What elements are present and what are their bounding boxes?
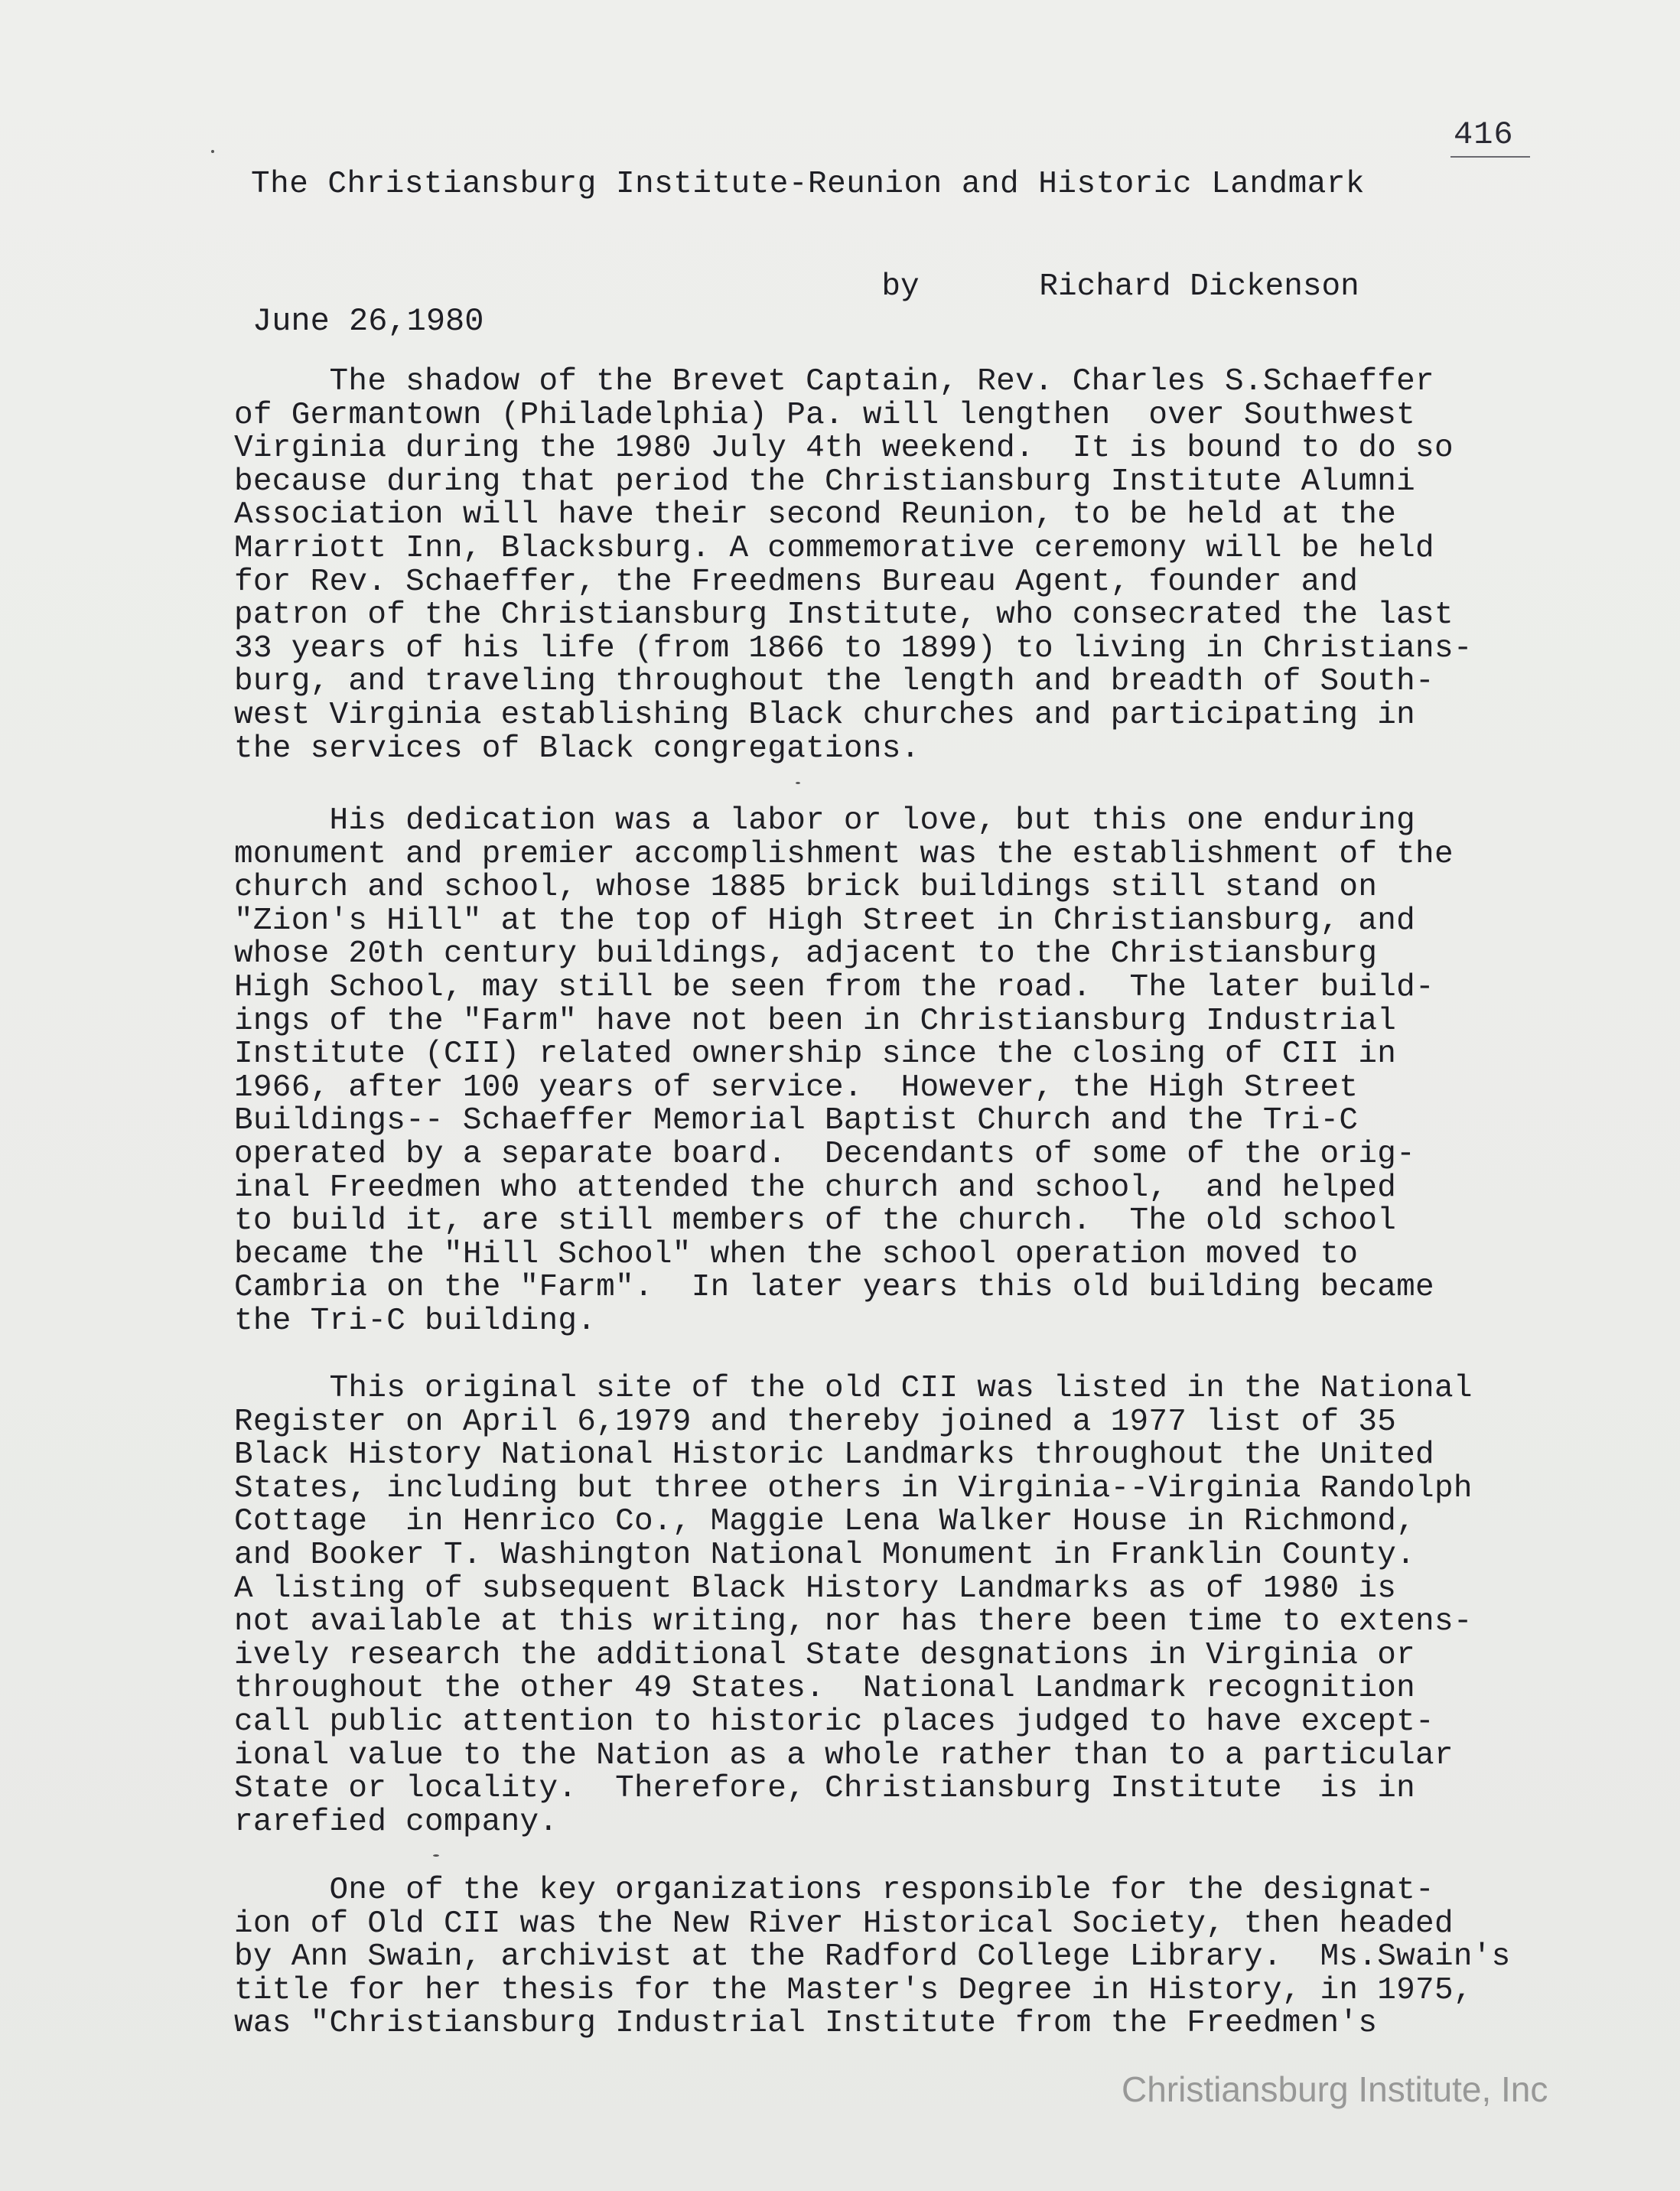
text-line: of Germantown (Philadelphia) Pa. will lengthen over Southwest: [234, 397, 1416, 433]
text-line: and Booker T. Washington National Monument in Franklin County.: [234, 1537, 1416, 1573]
text-line: ings of the "Farm" have not been in Christiansburg Industrial: [234, 1003, 1397, 1039]
text-line: the Tri-C building.: [234, 1303, 597, 1339]
byline-author: Richard Dickenson: [1039, 269, 1359, 304]
text-line: Cambria on the "Farm". In later years this old building became: [234, 1270, 1434, 1306]
text-line: Institute (CII) related ownership since the closing of CII in: [234, 1037, 1397, 1073]
text-line: ion of Old CII was the New River Historical Society, then headed: [234, 1906, 1454, 1942]
byline-by: by: [881, 269, 920, 304]
paragraph-3: [234, 1372, 1473, 1839]
text-line: not available at this writing, nor has there been time to extens-: [234, 1604, 1473, 1640]
text-line: The shadow of the Brevet Captain, Rev. Charles S.Schaeffer: [234, 364, 1434, 399]
text-line: ional value to the Nation as a whole rather than to a particular: [234, 1737, 1454, 1773]
text-line: State or locality. Therefore, Christiansburg Institute is in: [234, 1771, 1416, 1807]
text-line: was "Christiansburg Industrial Institute from the Freedmen's: [234, 2006, 1378, 2042]
text-line: inal Freedmen who attended the church and school, and helped: [234, 1170, 1397, 1206]
text-line: church and school, whose 1885 brick buildings still stand on: [234, 870, 1378, 906]
document-date: June 26,1980: [252, 303, 484, 340]
paper-speck: [796, 782, 800, 784]
paragraph-4: [234, 1874, 1511, 2041]
byline: [806, 234, 1359, 340]
text-line: High School, may still be seen from the road. The later build-: [234, 969, 1434, 1005]
text-line: the services of Black congregations.: [234, 731, 920, 767]
text-line: Marriott Inn, Blacksburg. A commemorative ceremony will be held: [234, 530, 1434, 566]
text-line: rarefied company.: [234, 1804, 558, 1840]
text-line: Cottage in Henrico Co., Maggie Lena Walker House in Richmond,: [234, 1504, 1416, 1540]
text-line: Register on April 6,1979 and thereby joined a 1977 list of 35: [234, 1404, 1397, 1440]
paragraph-1: [234, 366, 1473, 766]
text-line: ively research the additional State desgnations in Virginia or: [234, 1637, 1416, 1673]
text-line: patron of the Christiansburg Institute, who consecrated the last: [234, 597, 1454, 633]
text-line: Buildings-- Schaeffer Memorial Baptist Church and the Tri-C: [234, 1103, 1359, 1139]
text-line: throughout the other 49 States. National Landmark recognition: [234, 1671, 1416, 1707]
text-line: became the "Hill School" when the school operation moved to: [234, 1236, 1359, 1272]
text-line: whose 20th century buildings, adjacent to the Christiansburg: [234, 936, 1378, 972]
text-line: States, including but three others in Virginia--Virginia Randolph: [234, 1470, 1473, 1506]
text-line: Association will have their second Reunion, to be held at the: [234, 497, 1397, 533]
page-number-underline: [1450, 156, 1530, 158]
text-line: to build it, are still members of the church. The old school: [234, 1203, 1397, 1239]
text-line: This original site of the old CII was listed in the National: [234, 1371, 1473, 1406]
text-line: west Virginia establishing Black churches and participating in: [234, 697, 1416, 733]
text-line: title for her thesis for the Master's Degree in History, in 1975,: [234, 1972, 1473, 2008]
text-line: 33 years of his life (from 1866 to 1899) to living in Christians-: [234, 630, 1473, 666]
text-line: for Rev. Schaeffer, the Freedmens Bureau Agent, founder and: [234, 564, 1359, 600]
text-line: monument and premier accomplishment was the establishment of the: [234, 836, 1454, 872]
watermark: Christiansburg Institute, Inc: [1122, 2069, 1548, 2109]
document-title: The Christiansburg Institute-Reunion and Historic Landmark: [251, 167, 1366, 202]
text-line: by Ann Swain, archivist at the Radford College Library. Ms.Swain's: [234, 1939, 1511, 1975]
text-line: Black History National Historic Landmarks throughout the United: [234, 1437, 1434, 1473]
page-number: 416: [1454, 116, 1514, 153]
text-line: A listing of subsequent Black History Landmarks as of 1980 is: [234, 1571, 1397, 1607]
paper-speck: [433, 1854, 439, 1857]
text-line: 1966, after 100 years of service. However, the High Street: [234, 1069, 1359, 1105]
text-line: operated by a separate board. Decendants of some of the orig-: [234, 1136, 1416, 1172]
text-line: because during that period the Christiansburg Institute Alumni: [234, 464, 1416, 500]
text-line: His dedication was a labor or love, but this one enduring: [234, 803, 1416, 838]
text-line: One of the key organizations responsible for the designat-: [234, 1873, 1434, 1908]
text-line: Virginia during the 1980 July 4th weekend. It is bound to do so: [234, 431, 1454, 467]
paragraph-2: [234, 805, 1454, 1339]
text-line: burg, and traveling throughout the length and breadth of South-: [234, 664, 1434, 700]
text-line: "Zion's Hill" at the top of High Street in Christiansburg, and: [234, 903, 1416, 939]
text-line: call public attention to historic places judged to have except-: [234, 1704, 1434, 1740]
paper-speck: [211, 150, 214, 153]
